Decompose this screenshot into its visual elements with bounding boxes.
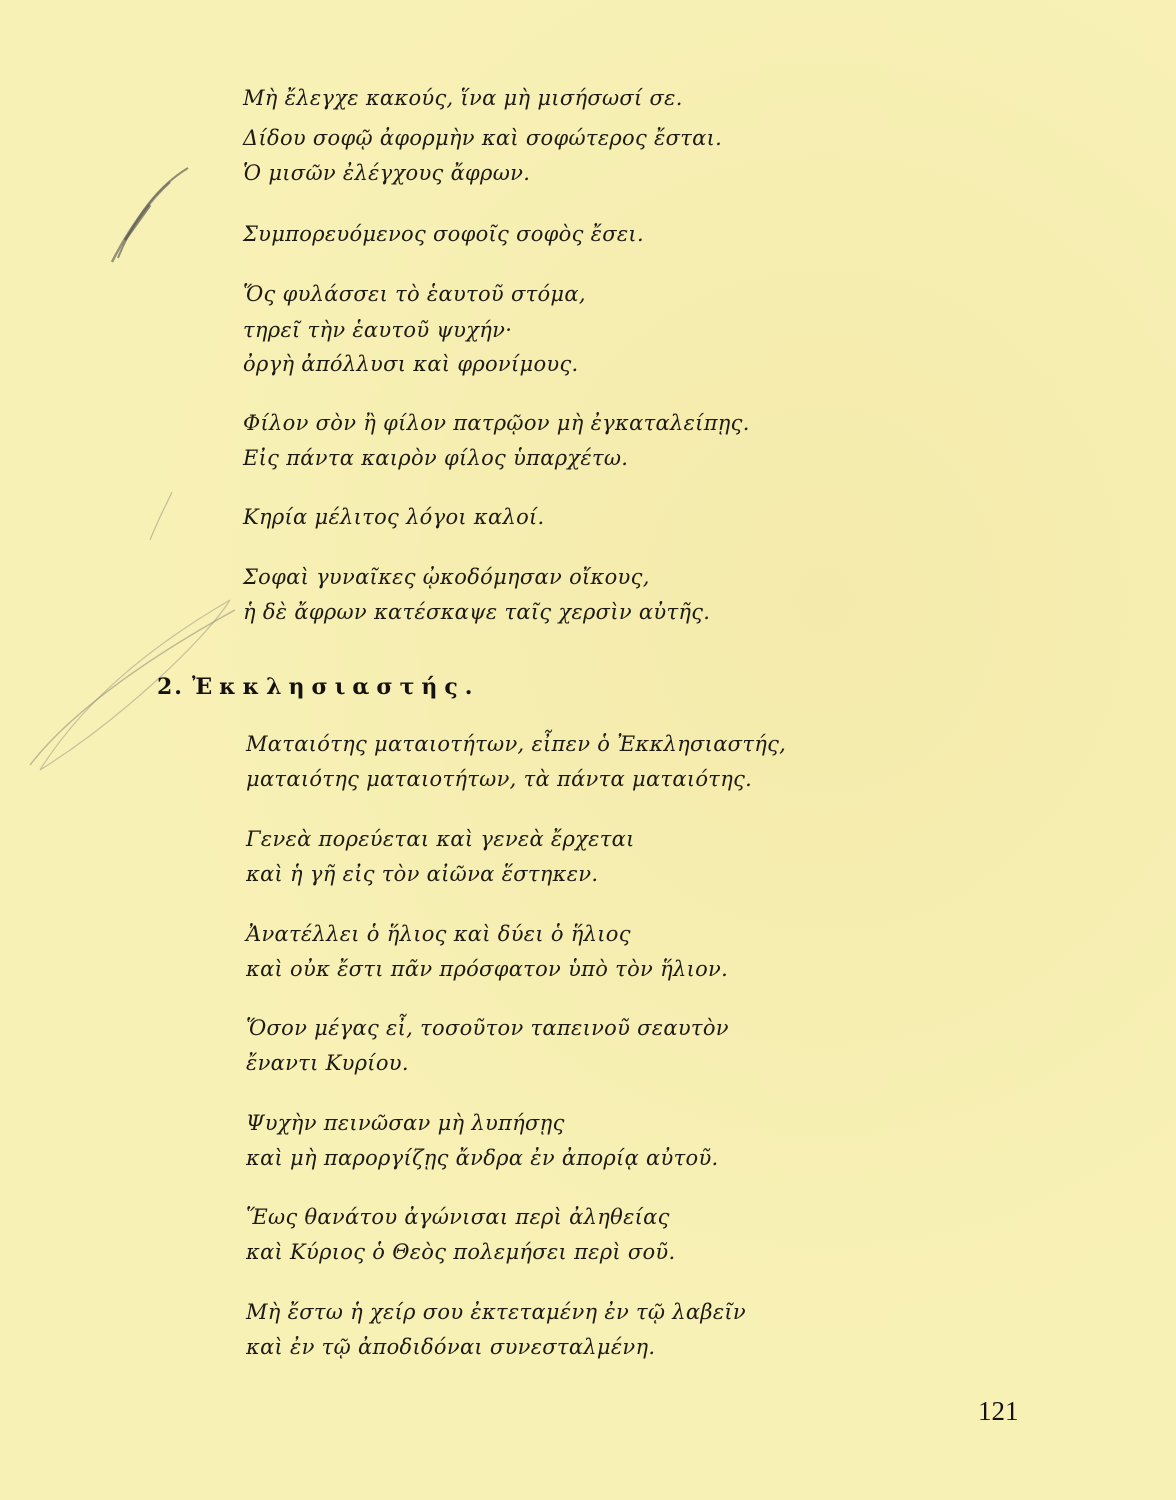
verse-line: Ἀνατέλλει ὁ ἥλιος καὶ δύει ὁ ἥλιος [246, 922, 631, 946]
verse-line: Μὴ ἔλεγχε κακούς, ἵνα μὴ μισήσωσί σε. [243, 86, 683, 110]
verse-line: Μὴ ἔστω ἡ χείρ σου ἐκτεταμένη ἐν τῷ λαβεῖν [246, 1300, 746, 1324]
verse-line: Κηρία μέλιτος λόγοι καλοί. [243, 505, 545, 529]
verse-line: Ὅσον μέγας εἶ, τοσοῦτον ταπεινοῦ σεαυτὸν [246, 1016, 729, 1040]
verse-line: καὶ Κύριος ὁ Θεὸς πολεμήσει περὶ σοῦ. [246, 1240, 676, 1264]
verse-line: Ὁ μισῶν ἐλέγχους ἄφρων. [243, 161, 531, 185]
verse-line: Ἕως θανάτου ἀγώνισαι περὶ ἀληθείας [246, 1205, 670, 1229]
verse-line: ἡ δὲ ἄφρων κατέσκαψε ταῖς χερσὶν αὐτῆς. [243, 600, 711, 624]
verse-line: ὀργὴ ἀπόλλυσι καὶ φρονίμους. [243, 352, 579, 376]
verse-line: Σοφαὶ γυναῖκες ᾠκοδόμησαν οἴκους, [243, 565, 650, 589]
verse-line: Συμπορευόμενος σοφοῖς σοφὸς ἔσει. [243, 222, 644, 246]
verse-line: ἔναντι Κυρίου. [246, 1051, 409, 1075]
section-title: Ἐκκλησιαστής. [191, 674, 480, 700]
verse-line: Φίλον σὸν ἢ φίλον πατρῷον μὴ ἐγκαταλείπῃς. [243, 411, 750, 435]
verse-line: Εἰς πάντα καιρὸν φίλος ὑπαρχέτω. [243, 446, 629, 470]
verse-line: ματαιότης ματαιοτήτων, τὰ πάντα ματαιότης. [246, 767, 753, 791]
verse-line: Ματαιότης ματαιοτήτων, εἶπεν ὁ Ἐκκλησιαστής, [246, 732, 787, 756]
verse-line: Ψυχὴν πεινῶσαν μὴ λυπήσῃς [246, 1111, 565, 1135]
verse-line: τηρεῖ τὴν ἑαυτοῦ ψυχήν· [243, 318, 513, 342]
verse-line: καὶ οὐκ ἔστι πᾶν πρόσφατον ὑπὸ τὸν ἥλιον. [246, 957, 729, 981]
verse-line: Ὅς φυλάσσει τὸ ἑαυτοῦ στόμα, [243, 282, 586, 306]
section-number: 2. [157, 674, 184, 700]
verse-line: Γενεὰ πορεύεται καὶ γενεὰ ἔρχεται [246, 827, 635, 851]
section-heading [157, 674, 479, 700]
verse-line: Δίδου σοφῷ ἀφορμὴν καὶ σοφώτερος ἔσται. [243, 126, 723, 150]
verse-line: καὶ ἐν τῷ ἀποδιδόναι συνεσταλμένη. [246, 1335, 656, 1359]
page-number: 121 [978, 1396, 1019, 1426]
verse-line: καὶ ἡ γῆ εἰς τὸν αἰῶνα ἕστηκεν. [246, 862, 599, 886]
verse-line: καὶ μὴ παροργίζῃς ἄνδρα ἐν ἀπορίᾳ αὐτοῦ. [246, 1146, 719, 1170]
